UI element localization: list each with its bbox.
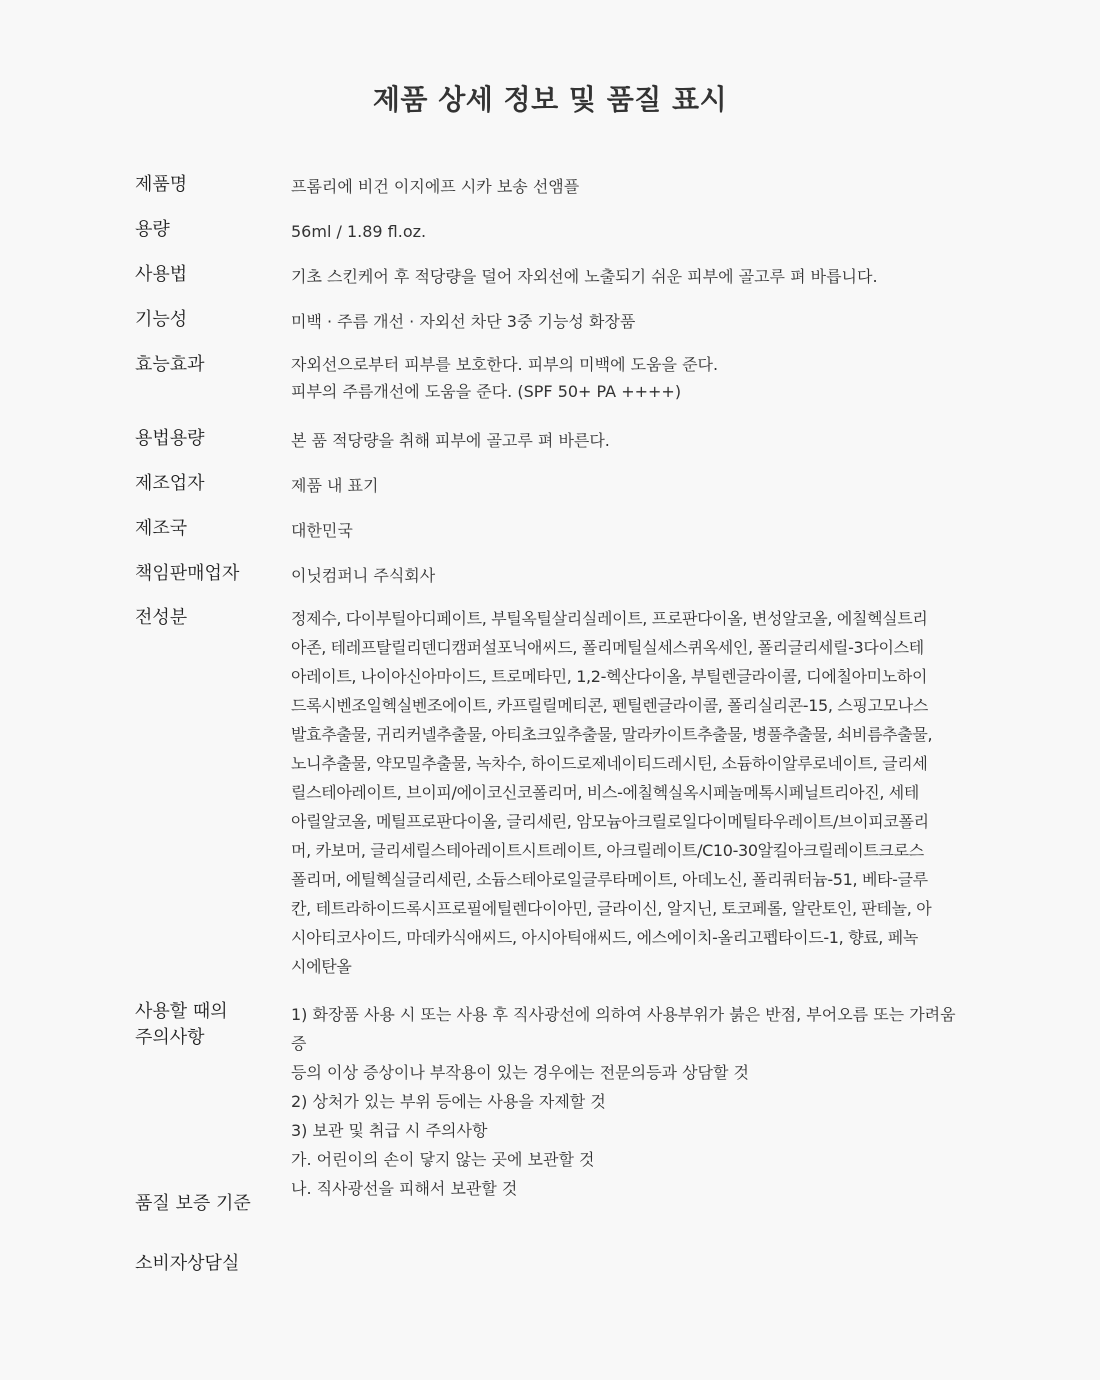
info-label: 품질 보증 기준 (135, 1193, 251, 1214)
info-label: 효능효과 (135, 354, 205, 375)
info-row-ingredients (135, 603, 970, 999)
info-value: 미백 · 주름 개선 · 자외선 차단 3중 기능성 화장품 (291, 312, 636, 331)
info-row-country (135, 514, 970, 559)
info-value: 자외선으로부터 피부를 보호한다. 피부의 미백에 도움을 준다. 피부의 주름개선에 도움을 준다. (SPF 50+ PA ++++) (291, 355, 719, 401)
info-label: 책임판매업자 (135, 563, 240, 584)
info-value: 본 품 적당량을 취해 피부에 골고루 펴 바른다. (291, 431, 610, 450)
info-row-function (135, 305, 970, 350)
info-label: 기능성 (135, 309, 188, 330)
info-row-customer-service (135, 1249, 970, 1294)
info-value: 이닛컴퍼니 주식회사 (291, 566, 436, 585)
info-value: 정제수, 다이부틸아디페이트, 부틸옥틸살리실레이트, 프로판다이올, 변성알코올, 에칠헥실트리 아존, 테레프탈릴리덴디캠퍼설포닉애씨드, 폴리메틸실세스퀴옥세인, 폴리글리세릴-3다이스테 아레이트, 나이아신아마이드, 트로메타민, 1,2-헥산다이올, 부틸렌글라이콜, 디에칠아미노하이 드록시벤조일헥실벤조에이트, 카프릴릴메티콘, 펜틸렌글라이콜, 폴리실리콘-15, 스핑고모나스 발효추출물, 귀리커넬추출물, 아티초크잎추출물, 말라카이트추출물, 병풀추출물, 쇠비름추출물, 노니추출물, 약모밀추출물, 녹차수, 하이드로제네이티드레시틴, 소듐하이알루로네이트, 글리세 릴스테아레이트, 브이피/에이코신코폴리머, 비스-에칠헥실옥시페놀메톡시페닐트리아진, 세테 아릴알코올, 메틸프로판다이올, 글리세린, 암모늄아크릴로일다이메틸타우레이트/브이피코폴리 머, 카보머, 글리세릴스테아레이트시트레이트, 아크릴레이트/C10-30알킬아크릴레이트크로스 폴리머, 에틸헥실글리세린, 소듐스테아로일글루타메이트, 아데노신, 폴리쿼터늄-51, 베타-글루 칸, 테트라하이드록시프로필에틸렌다이아민, 글라이신, 알지닌, 토코페롤, 알란토인, 판테놀, 아 시아티코사이드, 마데카식애씨드, 아시아틱애씨드, 에스에이치-올리고펩타이드-1, 향료, 페녹 시에탄올 (291, 609, 933, 976)
info-value: 프롬리에 비건 이지에프 시카 보송 선앰플 (291, 177, 580, 196)
info-value: 1) 화장품 사용 시 또는 사용 후 직사광선에 의하여 사용부위가 붉은 반점, 부어오름 또는 가려움증 등의 이상 증상이나 부작용이 있는 경우에는 전문의등과 상담할 것 2) 상처가 있는 부위 등에는 사용을 자제할 것 3) 보관 및 취급 시 주의사항 가. 어린이의 손이 닿지 않는 곳에 보관할 것 나. 직사광선을 피해서 보관할 것 (291, 1005, 956, 1198)
info-row-efficacy (135, 350, 970, 424)
info-label: 소비자상담실 (135, 1253, 240, 1274)
info-label: 용법용량 (135, 428, 205, 449)
info-label: 사용할 때의 주의사항 (135, 1001, 228, 1048)
info-row-manufacturer (135, 469, 970, 514)
info-label: 전성분 (135, 607, 188, 628)
info-row-dosage (135, 424, 970, 469)
product-info-table (135, 170, 970, 1294)
info-row-product-name (135, 170, 970, 215)
info-label: 제조국 (135, 518, 188, 539)
info-label: 사용법 (135, 264, 188, 285)
info-value: 대한민국 (291, 521, 353, 540)
info-label: 제조업자 (135, 473, 205, 494)
info-value: 56ml / 1.89 fl.oz. (291, 222, 427, 241)
info-label: 제품명 (135, 174, 188, 195)
info-row-precautions (135, 999, 970, 1198)
info-row-volume (135, 215, 970, 260)
info-value: 기초 스킨케어 후 적당량을 덜어 자외선에 노출되기 쉬운 피부에 골고루 펴 바릅니다. (291, 267, 878, 286)
info-row-distributor (135, 559, 970, 603)
info-row-usage (135, 260, 970, 305)
info-value: 제품 내 표기 (291, 476, 379, 495)
info-label: 용량 (135, 219, 170, 240)
page-title: 제품 상세 정보 및 품질 표시 (372, 83, 728, 116)
